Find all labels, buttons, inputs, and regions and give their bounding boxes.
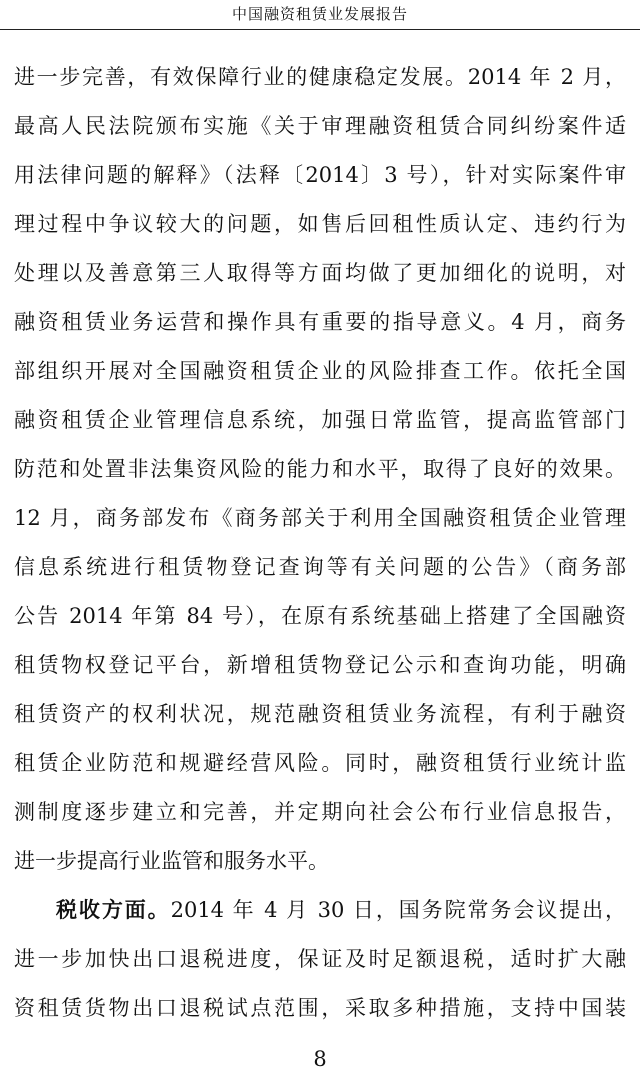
text-line: 租赁物权登记平台，新增租赁物登记公示和查询功能，明确: [14, 653, 626, 677]
text-line: 进一步完善，有效保障行业的健康稳定发展。2014 年 2 月，: [14, 65, 626, 89]
paragraph-regulation: [14, 55, 626, 888]
text-line: 进一步加快出口退税进度，保证及时足额退税，适时扩大融: [14, 947, 626, 971]
text-line: 部组织开展对全国融资租赁企业的风险排查工作。依托全国: [14, 359, 626, 383]
text-line: 融资租赁企业管理信息系统，加强日常监管，提高监管部门: [14, 408, 626, 432]
text-line: 12 月，商务部发布《商务部关于利用全国融资租赁企业管理: [14, 506, 626, 530]
text-line: 最高人民法院颁布实施《关于审理融资租赁合同纠纷案件适: [14, 114, 626, 138]
text-line: 租赁企业防范和规避经营风险。同时，融资租赁行业统计监: [14, 751, 626, 775]
running-header-title: 中国融资租赁业发展报告: [231, 5, 408, 23]
text-line: 租赁资产的权利状况，规范融资租赁业务流程，有利于融资: [14, 702, 626, 726]
page-header: [0, 0, 640, 30]
text-line: 资租赁货物出口退税试点范围，采取多种措施，支持中国装: [14, 996, 626, 1020]
text-line: 信息系统进行租赁物登记查询等有关问题的公告》（商务部: [14, 555, 626, 579]
text-line: 防范和处置非法集资风险的能力和水平，取得了良好的效果。: [14, 457, 626, 481]
text-line-rest: 2014 年 4 月 30 日，国务院常务会议提出，: [170, 898, 627, 922]
text-line: 用法律问题的解释》（法释〔2014〕3 号），针对实际案件审: [14, 163, 626, 187]
text-line: 处理以及善意第三人取得等方面均做了更加细化的说明，对: [14, 261, 626, 285]
paragraph-taxation: [14, 888, 626, 1035]
text-line: 融资租赁业务运营和操作具有重要的指导意义。4 月，商务: [14, 310, 626, 334]
body-text: [14, 55, 626, 1035]
text-line: 进一步提高行业监管和服务水平。: [14, 849, 329, 873]
text-line: 测制度逐步建立和完善，并定期向社会公布行业信息报告，: [14, 800, 626, 824]
text-line: 公告 2014 年第 84 号），在原有系统基础上搭建了全国融资: [14, 604, 626, 628]
text-line: 理过程中争议较大的问题，如售后回租性质认定、违约行为: [14, 212, 626, 236]
text-line-first: [14, 888, 626, 937]
page-number: 8: [313, 1047, 327, 1071]
section-lead-heading: 税收方面。: [56, 897, 171, 922]
